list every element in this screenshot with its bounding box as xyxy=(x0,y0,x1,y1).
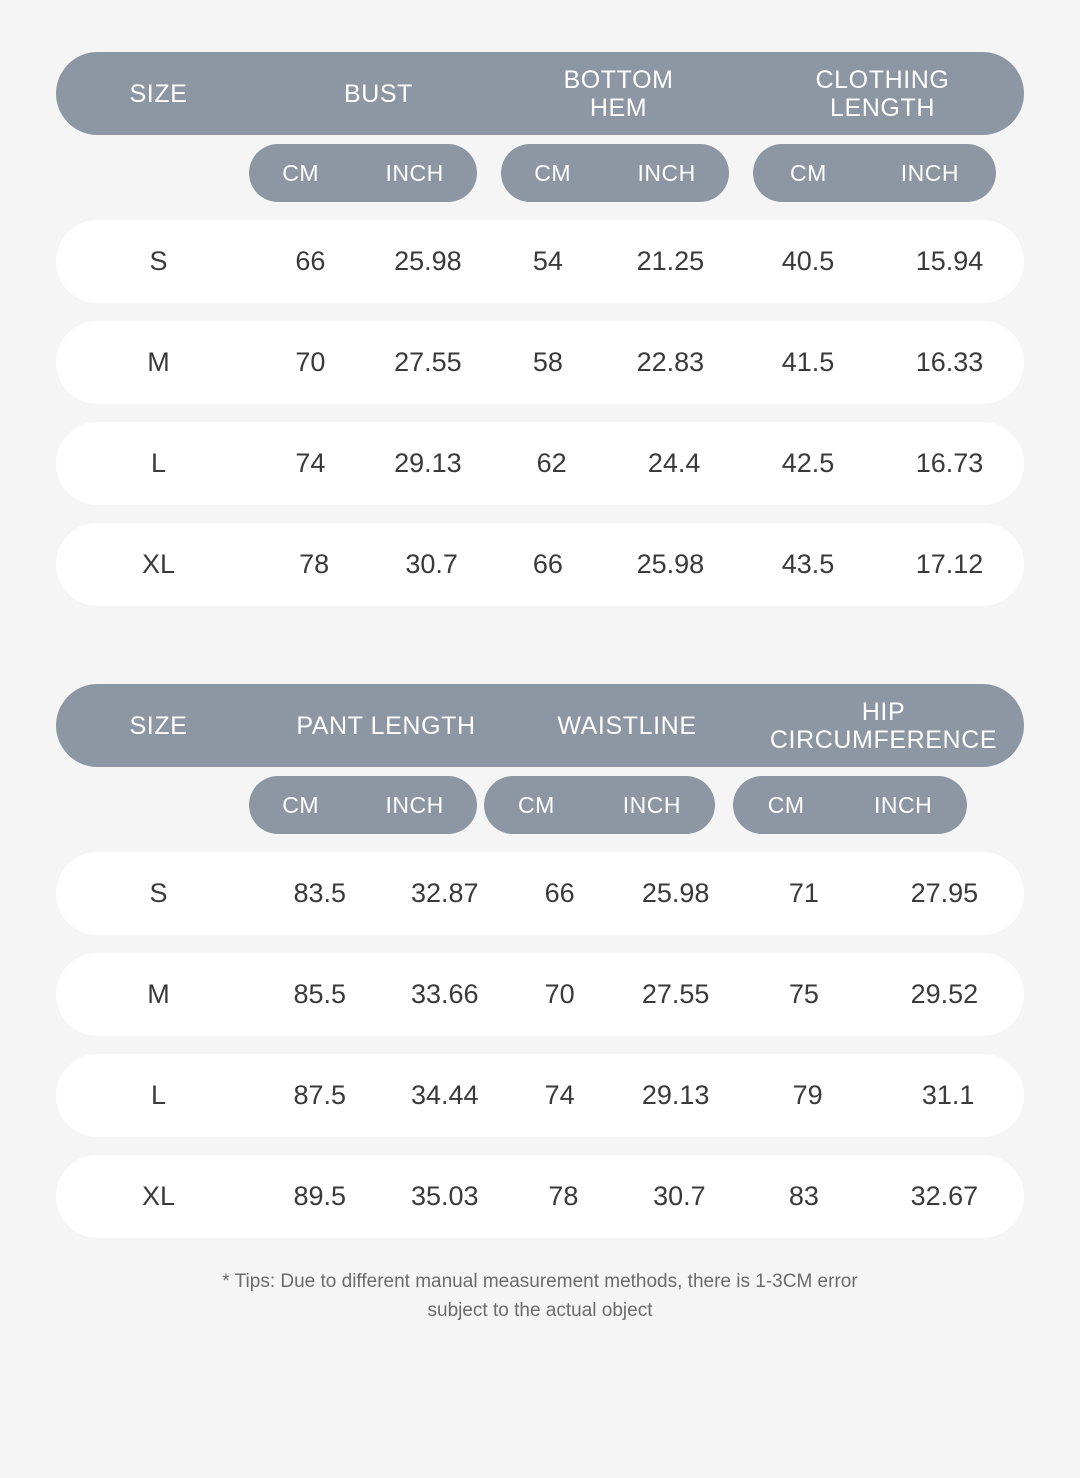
header-clothing-length-line2: LENGTH xyxy=(829,93,935,122)
tips-line-1: * Tips: Due to different manual measurement methods, there is 1-3CM error xyxy=(222,1271,858,1292)
cell-hem-cm: 58 xyxy=(532,347,563,377)
bottom-table-header-row xyxy=(56,684,1024,767)
cell-hem xyxy=(496,549,741,580)
unit-waist-inch: INCH xyxy=(622,791,681,818)
cell-waist-cm: 78 xyxy=(548,1181,579,1211)
table-row xyxy=(56,1054,1024,1137)
table-row xyxy=(56,523,1024,606)
header-bottom-hem-line2: HEM xyxy=(589,93,648,122)
cell-waist-inch: 25.98 xyxy=(641,878,710,908)
cell-waist-inch: 27.55 xyxy=(641,979,710,1009)
cell-hip xyxy=(743,1181,1024,1212)
unit-row-spacer xyxy=(56,776,249,834)
cell-bust xyxy=(261,448,496,479)
cell-pant-inch: 34.44 xyxy=(410,1080,479,1110)
cell-length xyxy=(741,448,1024,479)
header-waistline: WAISTLINE xyxy=(557,711,697,740)
cell-hip-cm: 83 xyxy=(788,1181,819,1211)
table-row xyxy=(56,321,1024,404)
cell-bust xyxy=(261,347,496,378)
cell-hem xyxy=(496,246,741,277)
cell-pant-inch: 35.03 xyxy=(410,1181,479,1211)
cell-hem-cm: 66 xyxy=(532,549,563,579)
cell-bust-inch: 27.55 xyxy=(394,347,462,377)
cell-hem xyxy=(496,347,741,378)
unit-pill-hem xyxy=(501,144,729,202)
tips-note xyxy=(90,1268,990,1325)
table-row xyxy=(56,1155,1024,1238)
cell-bust-cm: 78 xyxy=(299,549,330,579)
unit-hem-cm: CM xyxy=(534,159,572,186)
cell-bust-cm: 74 xyxy=(295,448,326,478)
cell-length xyxy=(741,549,1024,580)
cell-size: L xyxy=(150,448,167,478)
cell-bust-inch: 29.13 xyxy=(394,448,462,478)
unit-gap-2 xyxy=(729,144,753,202)
cell-hip xyxy=(743,1080,1024,1111)
header-clothing-length-line1: CLOTHING xyxy=(815,65,950,94)
cell-waist-cm: 74 xyxy=(544,1080,575,1110)
cell-hem-cm: 62 xyxy=(536,448,567,478)
cell-size: XL xyxy=(141,1181,176,1211)
cell-hem xyxy=(496,448,741,479)
table-gap xyxy=(0,606,1080,684)
cell-bust-cm: 66 xyxy=(295,246,326,276)
cell-waistline xyxy=(511,979,743,1010)
cell-hip-inch: 27.95 xyxy=(910,878,979,908)
cell-length-cm: 40.5 xyxy=(781,246,835,276)
cell-size: L xyxy=(150,1080,167,1110)
cell-waistline xyxy=(511,1181,743,1212)
cell-waist-cm: 70 xyxy=(544,979,575,1009)
unit-length-cm: CM xyxy=(789,159,827,186)
table-row xyxy=(56,953,1024,1036)
unit-pant-inch: INCH xyxy=(385,791,444,818)
unit-pill-waistline xyxy=(484,776,715,834)
header-bottom-hem xyxy=(496,66,741,122)
cell-waist-cm: 66 xyxy=(544,878,575,908)
cell-hem-inch: 25.98 xyxy=(636,549,705,579)
cell-hip-cm: 71 xyxy=(788,878,819,908)
cell-length-inch: 15.94 xyxy=(915,246,984,276)
top-size-table xyxy=(56,52,1024,606)
cell-size: XL xyxy=(141,549,176,579)
tips-line-2: subject to the actual object xyxy=(427,1299,653,1321)
cell-hem-inch: 24.4 xyxy=(647,448,701,478)
cell-waist-inch: 30.7 xyxy=(653,1181,706,1211)
unit-pill-pant-length xyxy=(249,776,477,834)
cell-hem-cm: 54 xyxy=(532,246,563,276)
cell-pant-inch: 33.66 xyxy=(410,979,479,1009)
cell-pant-length xyxy=(261,1181,511,1212)
cell-pant-length xyxy=(261,1080,511,1111)
cell-pant-cm: 87.5 xyxy=(293,1080,347,1110)
cell-hip-cm: 75 xyxy=(788,979,819,1009)
cell-waistline xyxy=(511,878,743,909)
header-hip-circumference: HIP CIRCUMFERENCE xyxy=(769,697,998,754)
unit-gap-1 xyxy=(477,776,484,834)
cell-hip xyxy=(743,878,1024,909)
unit-pill-bust xyxy=(249,144,477,202)
header-size: SIZE xyxy=(129,79,188,108)
cell-pant-cm: 85.5 xyxy=(293,979,347,1009)
table-row xyxy=(56,422,1024,505)
bottom-size-table xyxy=(56,684,1024,1238)
unit-hip-inch: INCH xyxy=(874,791,933,818)
top-table-header-row xyxy=(56,52,1024,135)
table-row xyxy=(56,852,1024,935)
unit-gap-2 xyxy=(715,776,733,834)
cell-pant-length xyxy=(261,979,511,1010)
cell-waist-inch: 29.13 xyxy=(641,1080,710,1110)
cell-length-inch: 16.73 xyxy=(915,448,984,478)
header-size: SIZE xyxy=(129,711,188,740)
cell-size: M xyxy=(147,347,170,377)
cell-length-cm: 42.5 xyxy=(781,448,835,478)
cell-length xyxy=(741,246,1024,277)
unit-bust-cm: CM xyxy=(282,159,320,186)
cell-bust-inch: 30.7 xyxy=(405,549,458,579)
unit-pill-hip xyxy=(733,776,967,834)
header-bottom-hem-line1: BOTTOM xyxy=(563,65,674,94)
cell-length-inch: 16.33 xyxy=(915,347,984,377)
cell-bust-cm: 70 xyxy=(295,347,326,377)
header-clothing-length xyxy=(741,66,1024,122)
cell-length-cm: 41.5 xyxy=(781,347,835,377)
top-table-unit-row xyxy=(56,144,1024,202)
cell-bust xyxy=(261,549,496,580)
cell-length-cm: 43.5 xyxy=(781,549,835,579)
unit-pant-cm: CM xyxy=(282,791,320,818)
unit-waist-cm: CM xyxy=(517,791,555,818)
cell-hip-inch: 32.67 xyxy=(910,1181,979,1211)
unit-bust-inch: INCH xyxy=(385,159,444,186)
unit-length-inch: INCH xyxy=(900,159,959,186)
header-pant-length: PANT LENGTH xyxy=(296,711,476,740)
cell-length-inch: 17.12 xyxy=(915,549,984,579)
cell-hip-inch: 31.1 xyxy=(921,1080,975,1110)
cell-pant-inch: 32.87 xyxy=(410,878,479,908)
cell-size: M xyxy=(147,979,170,1009)
cell-bust xyxy=(261,246,496,277)
cell-waistline xyxy=(511,1080,743,1111)
cell-bust-inch: 25.98 xyxy=(394,246,462,276)
unit-pill-length xyxy=(753,144,996,202)
cell-size: S xyxy=(149,246,168,276)
cell-hem-inch: 22.83 xyxy=(636,347,705,377)
cell-hip xyxy=(743,979,1024,1010)
cell-hip-inch: 29.52 xyxy=(910,979,979,1009)
cell-length xyxy=(741,347,1024,378)
table-row xyxy=(56,220,1024,303)
unit-gap-1 xyxy=(477,144,501,202)
header-bust: BUST xyxy=(343,79,414,108)
unit-row-spacer xyxy=(56,144,249,202)
bottom-table-unit-row xyxy=(56,776,1024,834)
cell-size: S xyxy=(149,878,168,908)
cell-pant-cm: 83.5 xyxy=(293,878,347,908)
top-spacer xyxy=(0,0,1080,52)
cell-pant-length xyxy=(261,878,511,909)
unit-hem-inch: INCH xyxy=(637,159,696,186)
unit-hip-cm: CM xyxy=(767,791,805,818)
cell-pant-cm: 89.5 xyxy=(293,1181,347,1211)
cell-hem-inch: 21.25 xyxy=(636,246,705,276)
cell-hip-cm: 79 xyxy=(792,1080,823,1110)
